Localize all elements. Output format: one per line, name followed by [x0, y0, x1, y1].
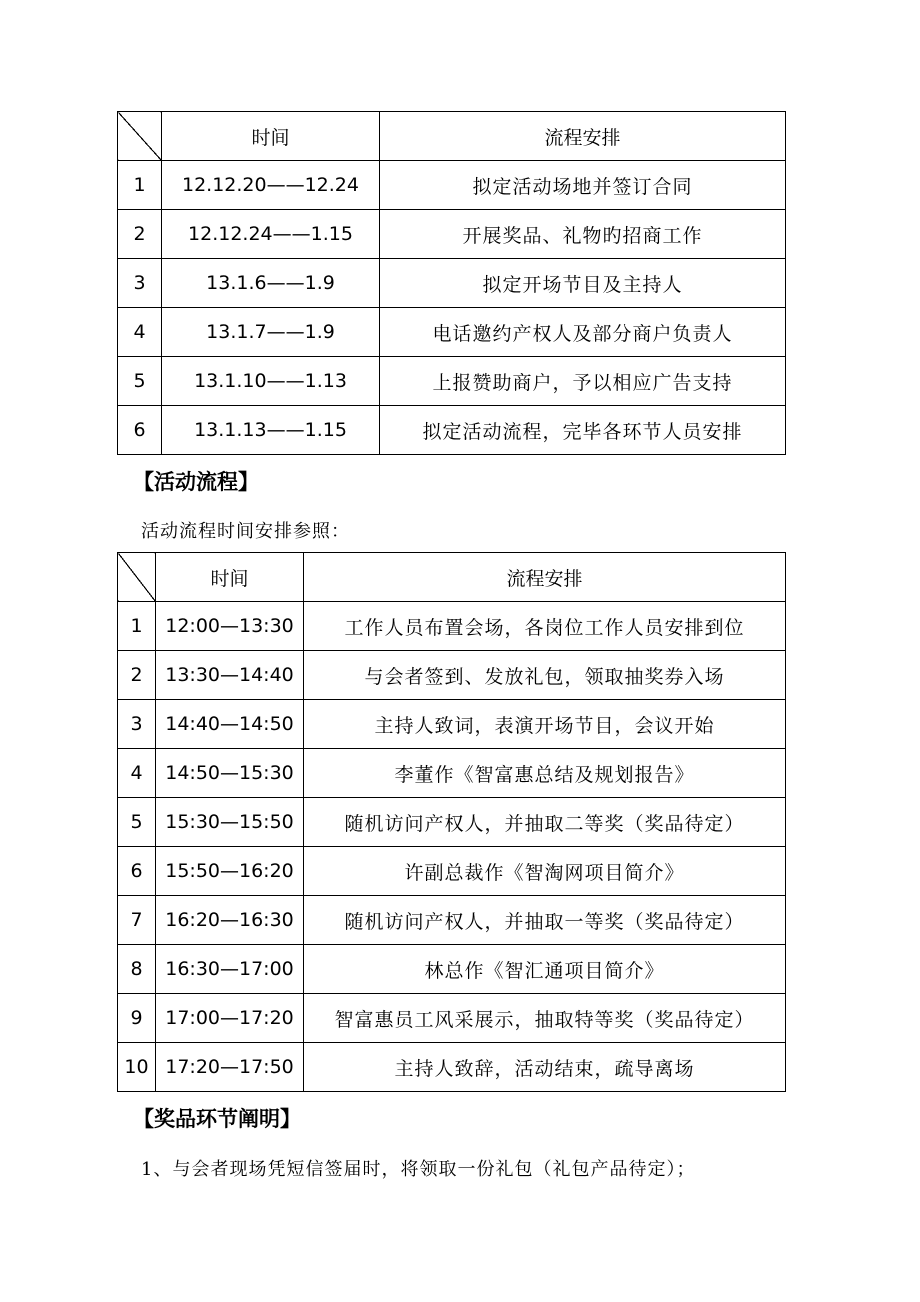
row-number: 10 [118, 1043, 156, 1092]
table-row [118, 847, 786, 896]
row-time: 12.12.24——1.15 [162, 210, 380, 259]
intro-text: 活动流程时间安排参照： [141, 521, 350, 542]
diagonal-corner-cell [118, 112, 162, 161]
table-row [118, 798, 786, 847]
header-time: 时间 [156, 553, 304, 602]
row-time: 12.12.20——12.24 [162, 161, 380, 210]
row-time: 13.1.10——1.13 [162, 357, 380, 406]
table-row [118, 700, 786, 749]
row-plan: 拟定活动场地并签订合同 [380, 161, 786, 210]
row-number: 5 [118, 798, 156, 847]
row-number: 2 [118, 651, 156, 700]
row-plan: 工作人员布置会场，各岗位工作人员安排到位 [304, 602, 786, 651]
table-row [118, 945, 786, 994]
table-row [118, 161, 786, 210]
row-plan: 主持人致辞，活动结束，疏导离场 [304, 1043, 786, 1092]
header-time: 时间 [162, 112, 380, 161]
row-plan: 电话邀约产权人及部分商户负责人 [380, 308, 786, 357]
row-time: 13.1.6——1.9 [162, 259, 380, 308]
row-number: 1 [118, 161, 162, 210]
table-row [118, 651, 786, 700]
table-row [118, 1043, 786, 1092]
row-time: 17:20—17:50 [156, 1043, 304, 1092]
row-plan: 李董作《智富惠总结及规划报告》 [304, 749, 786, 798]
row-number: 4 [118, 308, 162, 357]
row-plan: 林总作《智汇通项目简介》 [304, 945, 786, 994]
activity-schedule-table [117, 552, 786, 1092]
row-plan: 随机访问产权人，并抽取一等奖（奖品待定） [304, 896, 786, 945]
row-plan: 拟定开场节目及主持人 [380, 259, 786, 308]
table-row [118, 896, 786, 945]
row-number: 4 [118, 749, 156, 798]
row-time: 16:20—16:30 [156, 896, 304, 945]
row-number: 2 [118, 210, 162, 259]
row-time: 13:30—14:40 [156, 651, 304, 700]
row-time: 15:50—16:20 [156, 847, 304, 896]
row-time: 13.1.13——1.15 [162, 406, 380, 455]
row-number: 1 [118, 602, 156, 651]
row-number: 3 [118, 259, 162, 308]
preparation-schedule-table [117, 111, 786, 455]
row-plan: 拟定活动流程，完毕各环节人员安排 [380, 406, 786, 455]
row-plan: 开展奖品、礼物旳招商工作 [380, 210, 786, 259]
table-header-row [118, 112, 786, 161]
row-time: 17:00—17:20 [156, 994, 304, 1043]
row-number: 5 [118, 357, 162, 406]
row-time: 12:00—13:30 [156, 602, 304, 651]
row-number: 3 [118, 700, 156, 749]
row-number: 9 [118, 994, 156, 1043]
row-time: 13.1.7——1.9 [162, 308, 380, 357]
row-time: 14:50—15:30 [156, 749, 304, 798]
row-time: 16:30—17:00 [156, 945, 304, 994]
row-number: 7 [118, 896, 156, 945]
header-plan: 流程安排 [380, 112, 786, 161]
table-row [118, 259, 786, 308]
row-plan: 上报赞助商户，予以相应广告支持 [380, 357, 786, 406]
row-plan: 智富惠员工风采展示，抽取特等奖（奖品待定） [304, 994, 786, 1043]
row-plan: 与会者签到、发放礼包，领取抽奖券入场 [304, 651, 786, 700]
section-title-activity-flow: 【活动流程】 [133, 470, 259, 494]
row-number: 8 [118, 945, 156, 994]
table-row [118, 749, 786, 798]
table-row [118, 357, 786, 406]
section-title-prize-notes: 【奖品环节阐明】 [133, 1107, 301, 1131]
header-plan: 流程安排 [304, 553, 786, 602]
table-row [118, 406, 786, 455]
table-row [118, 994, 786, 1043]
table-row [118, 602, 786, 651]
diagonal-corner-cell [118, 553, 156, 602]
row-plan: 主持人致词，表演开场节目，会议开始 [304, 700, 786, 749]
prize-item-1: 1、与会者现场凭短信签届时，将领取一份礼包（礼包产品待定）； [141, 1159, 696, 1180]
row-time: 15:30—15:50 [156, 798, 304, 847]
row-plan: 许副总裁作《智淘网项目简介》 [304, 847, 786, 896]
table-row [118, 210, 786, 259]
table-header-row [118, 553, 786, 602]
row-time: 14:40—14:50 [156, 700, 304, 749]
row-number: 6 [118, 406, 162, 455]
row-number: 6 [118, 847, 156, 896]
table-row [118, 308, 786, 357]
row-plan: 随机访问产权人，并抽取二等奖（奖品待定） [304, 798, 786, 847]
